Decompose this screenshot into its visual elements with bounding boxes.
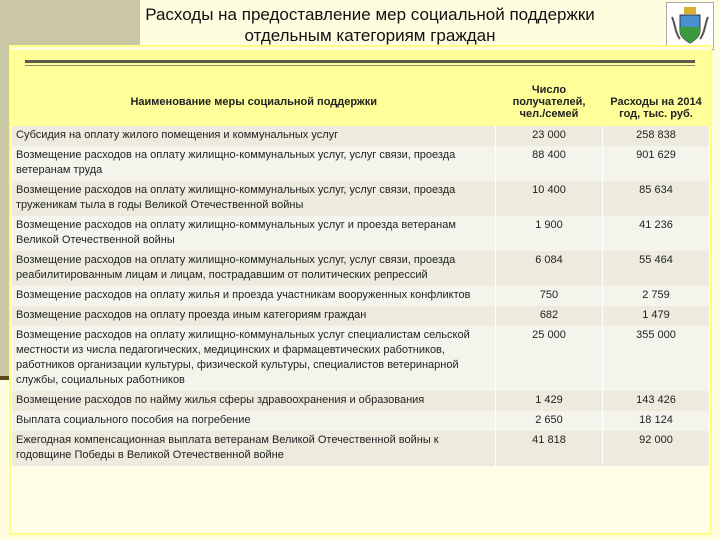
table-row — [12, 306, 710, 326]
row-recipients: 25 000 — [496, 326, 603, 391]
table-row — [12, 326, 710, 391]
support-measures-table — [12, 50, 710, 466]
row-recipients: 10 400 — [496, 181, 603, 216]
row-recipients: 750 — [496, 286, 603, 306]
row-recipients: 682 — [496, 306, 603, 326]
row-recipients: 2 650 — [496, 411, 603, 431]
row-expenses: 143 426 — [603, 391, 710, 411]
table-row — [12, 411, 710, 431]
row-recipients: 6 084 — [496, 251, 603, 286]
row-name: Возмещение расходов на оплату жилья и проезда участникам вооруженных конфликтов — [12, 286, 496, 306]
row-name: Возмещение расходов на оплату проезда иным категориям граждан — [12, 306, 496, 326]
row-name: Возмещение расходов на оплату жилищно-коммунальных услуг и проезда ветеранам Великой Отечественной войны — [12, 216, 496, 251]
row-expenses: 85 634 — [603, 181, 710, 216]
table-row — [12, 431, 710, 466]
row-name: Возмещение расходов на оплату жилищно-коммунальных услуг, услуг связи, проезда ветеранам труда — [12, 146, 496, 181]
row-name: Возмещение расходов на оплату жилищно-коммунальных услуг, услуг связи, проезда труженикам тыла в годы Великой Отечественной войны — [12, 181, 496, 216]
row-recipients: 1 900 — [496, 216, 603, 251]
row-name: Возмещение расходов на оплату жилищно-коммунальных услуг специалистам сельской местности из числа педагогических, медицинских и фармацевтических работников, работников организации культуры, физической культуры, специалистов ветеринарной службы, социальных работников — [12, 326, 496, 391]
header-name: Наименование меры социальной поддержки — [12, 50, 496, 126]
header-rule-thin — [25, 65, 695, 66]
row-expenses: 258 838 — [603, 126, 710, 146]
row-expenses: 92 000 — [603, 431, 710, 466]
table-row — [12, 146, 710, 181]
row-expenses: 901 629 — [603, 146, 710, 181]
row-name: Выплата социального пособия на погребение — [12, 411, 496, 431]
table-row — [12, 286, 710, 306]
row-recipients: 1 429 — [496, 391, 603, 411]
row-name: Возмещение расходов по найму жилья сферы здравоохранения и образования — [12, 391, 496, 411]
title-line-2: отдельным категориям граждан — [244, 26, 496, 45]
row-name: Ежегодная компенсационная выплата ветеранам Великой Отечественной войны к годовщине Победы в Великой Отечественной войне — [12, 431, 496, 466]
slide-title — [110, 4, 630, 46]
row-recipients: 23 000 — [496, 126, 603, 146]
header-expenses: Расходы на 2014 год, тыс. руб. — [603, 50, 710, 126]
table-row — [12, 251, 710, 286]
row-expenses: 2 759 — [603, 286, 710, 306]
title-line-1: Расходы на предоставление мер социальной поддержки — [145, 5, 595, 24]
row-recipients: 88 400 — [496, 146, 603, 181]
table-row — [12, 126, 710, 146]
row-name: Возмещение расходов на оплату жилищно-коммунальных услуг, услуг связи, проезда реабилитированным лицам и лицам, пострадавшим от политических репрессий — [12, 251, 496, 286]
row-expenses: 1 479 — [603, 306, 710, 326]
table-row — [12, 181, 710, 216]
table-row — [12, 391, 710, 411]
row-recipients: 41 818 — [496, 431, 603, 466]
header-rule — [25, 60, 695, 63]
coat-of-arms-icon — [666, 2, 714, 50]
row-name: Субсидия на оплату жилого помещения и коммунальных услуг — [12, 126, 496, 146]
row-expenses: 355 000 — [603, 326, 710, 391]
row-expenses: 41 236 — [603, 216, 710, 251]
table-row — [12, 216, 710, 251]
row-expenses: 55 464 — [603, 251, 710, 286]
header-recipients: Число получателей, чел./семей — [496, 50, 603, 126]
row-expenses: 18 124 — [603, 411, 710, 431]
